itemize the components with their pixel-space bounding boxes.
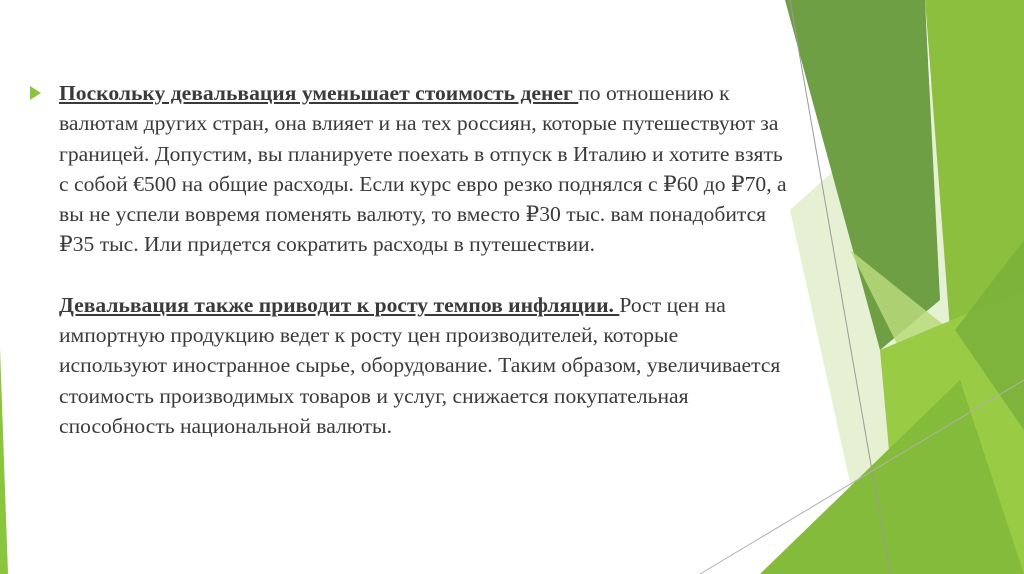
paragraph-devaluation-inflation xyxy=(30,290,790,441)
paragraph-gap xyxy=(30,260,790,290)
triangle-bullet-icon xyxy=(30,86,41,100)
paragraph-1-body: по отношению к валютам других стран, она влияет и на тех россиян, которые путешествуют за границей. Допустим, вы планируете поехать в отпуск в Италию и хотите взять с собой €500 на общие расходы. Если курс евро резко поднялся с ₽60 до ₽70, а вы не успели вовремя поменять валюту, то вместо ₽30 тыс. вам понадобится ₽35 тыс. Или придется сократить расходы в путешествии. xyxy=(59,81,787,257)
left-edge-stripe xyxy=(0,348,8,574)
paragraph-devaluation-travel xyxy=(30,78,790,260)
paragraph-2-body: Рост цен на импортную продукцию ведет к росту цен производителей, которые используют иностранное сырье, оборудование. Таким образом, увеличивается стоимость производимых товаров и услуг, снижается покупательная способность национальной валюты. xyxy=(59,292,781,438)
slide-content xyxy=(30,78,790,441)
paragraph-2-lead: Девальвация также приводит к росту темпов инфляции. xyxy=(59,292,620,317)
paragraph-1-lead: Поскольку девальвация уменьшает стоимость денег xyxy=(59,81,579,105)
